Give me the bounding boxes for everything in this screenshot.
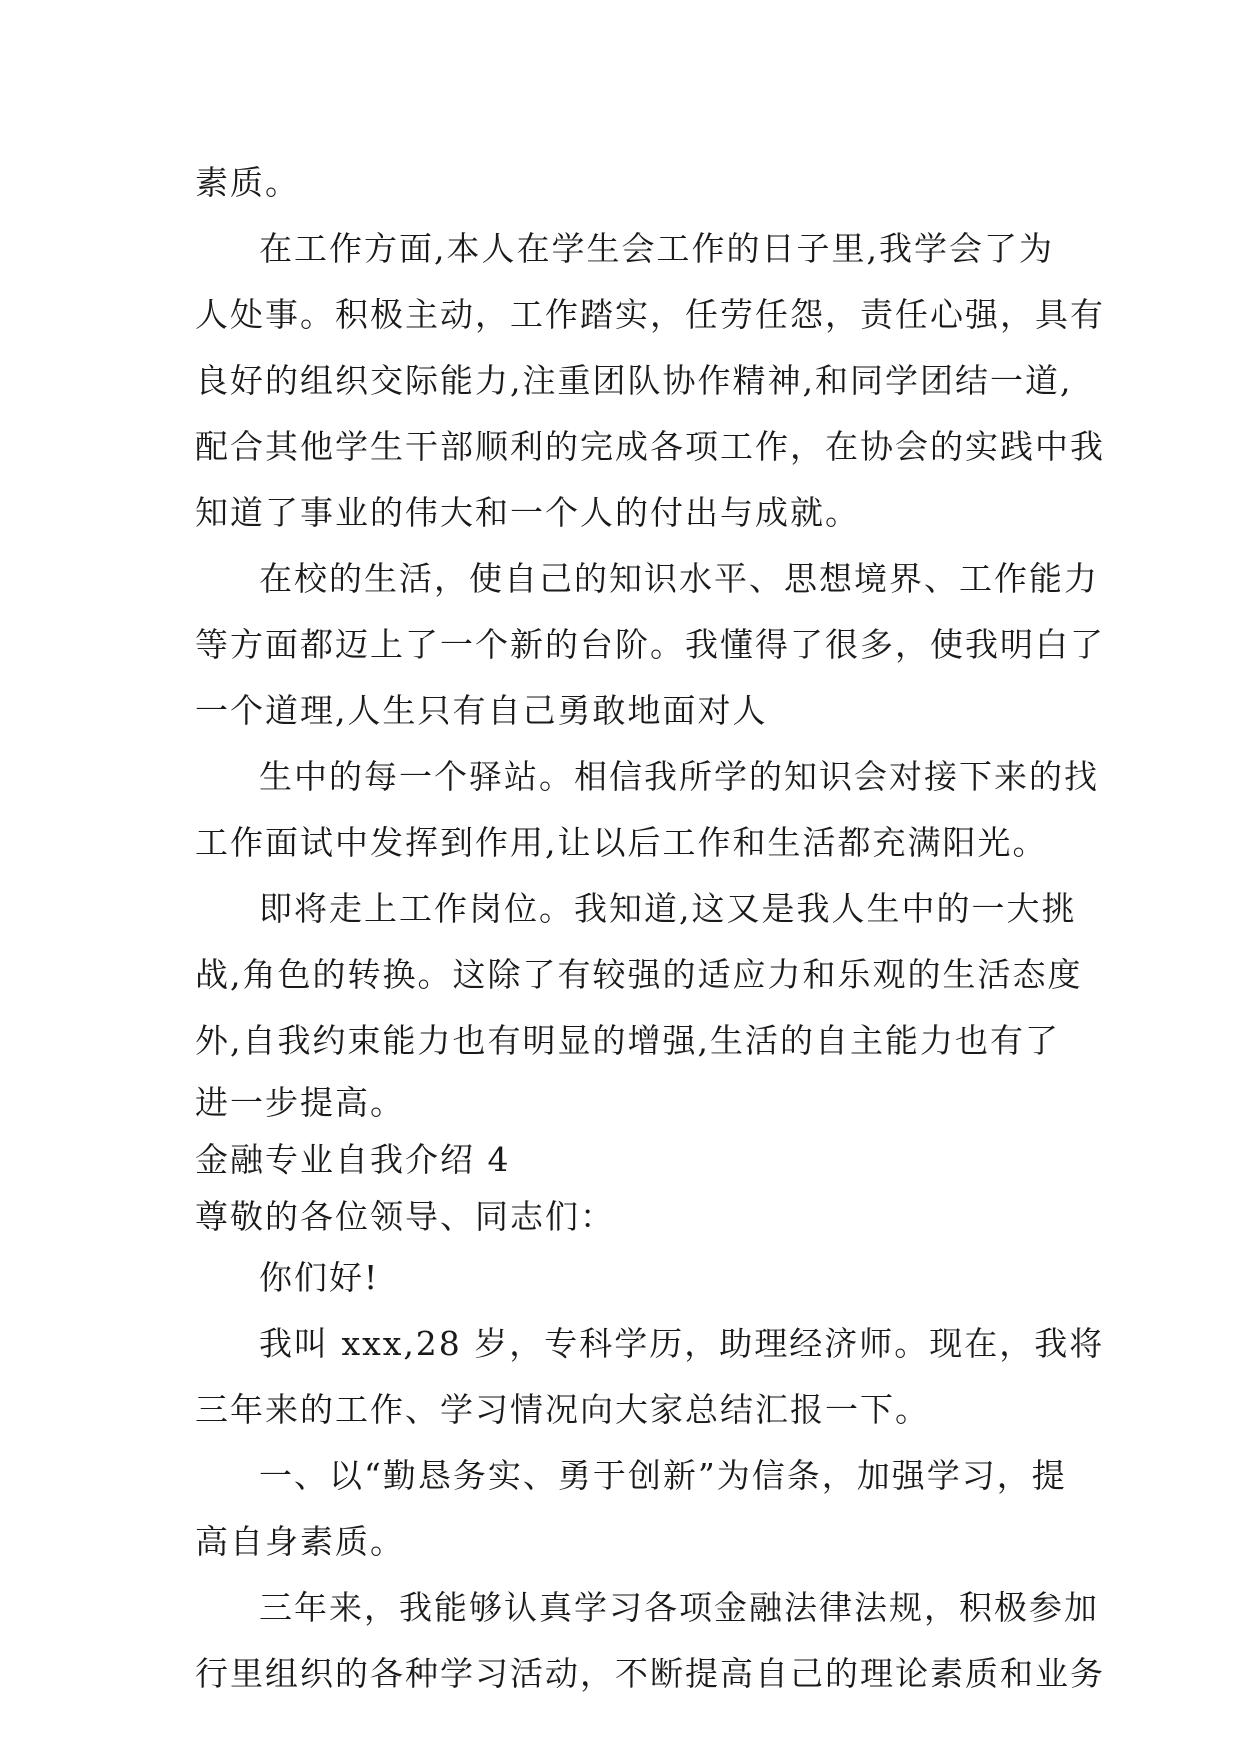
- text-line: 素质。: [195, 163, 300, 202]
- text-line: 良好的组织交际能力,注重团队协作精神,和同学团结一道,: [195, 361, 1073, 400]
- paragraph-line: 三年来，我能够认真学习各项金融法律法规，积极参加: [259, 1588, 1099, 1627]
- paragraph-line: 在工作方面,本人在学生会工作的日子里,我学会了为: [259, 229, 1054, 268]
- paragraph-line: 我叫 xxx,28 岁，专科学历，助理经济师。现在，我将: [259, 1324, 1105, 1363]
- text-line: 人处事。积极主动，工作踏实，任劳任怨，责任心强，具有: [195, 295, 1105, 334]
- text-line: 配合其他学生干部顺利的完成各项工作，在协会的实践中我: [195, 427, 1105, 466]
- greeting: 你们好!: [259, 1258, 380, 1297]
- paragraph-line: 生中的每一个驿站。相信我所学的知识会对接下来的找: [259, 757, 1099, 796]
- text-line: 等方面都迈上了一个新的台阶。我懂得了很多，使我明白了: [195, 625, 1105, 664]
- salutation: 尊敬的各位领导、同志们：: [195, 1197, 615, 1236]
- text-line: 高自身素质。: [195, 1522, 405, 1561]
- text-line: 战,角色的转换。这除了有较强的适应力和乐观的生活态度: [195, 955, 1083, 994]
- text-line: 一个道理,人生只有自己勇敢地面对人: [195, 691, 768, 730]
- text-line: 外,自我约束能力也有明显的增强,生活的自主能力也有了: [195, 1021, 1060, 1060]
- text-line: 进一步提高。: [195, 1083, 405, 1122]
- paragraph-line: 一、以“勤恳务实、勇于创新”为信条，加强学习，提: [259, 1456, 1067, 1495]
- text-line: 三年来的工作、学习情况向大家总结汇报一下。: [195, 1390, 930, 1429]
- paragraph-line: 在校的生活，使自己的知识水平、思想境界、工作能力: [259, 559, 1099, 598]
- text-line: 行里组织的各种学习活动，不断提高自己的理论素质和业务: [195, 1654, 1105, 1693]
- section-heading: 金融专业自我介绍 4: [195, 1140, 511, 1179]
- paragraph-line: 即将走上工作岗位。我知道,这又是我人生中的一大挑: [259, 889, 1077, 928]
- text-line: 知道了事业的伟大和一个人的付出与成就。: [195, 493, 860, 532]
- text-line: 工作面试中发挥到作用,让以后工作和生活都充满阳光。: [195, 823, 1048, 862]
- document-page: [195, 150, 1105, 1707]
